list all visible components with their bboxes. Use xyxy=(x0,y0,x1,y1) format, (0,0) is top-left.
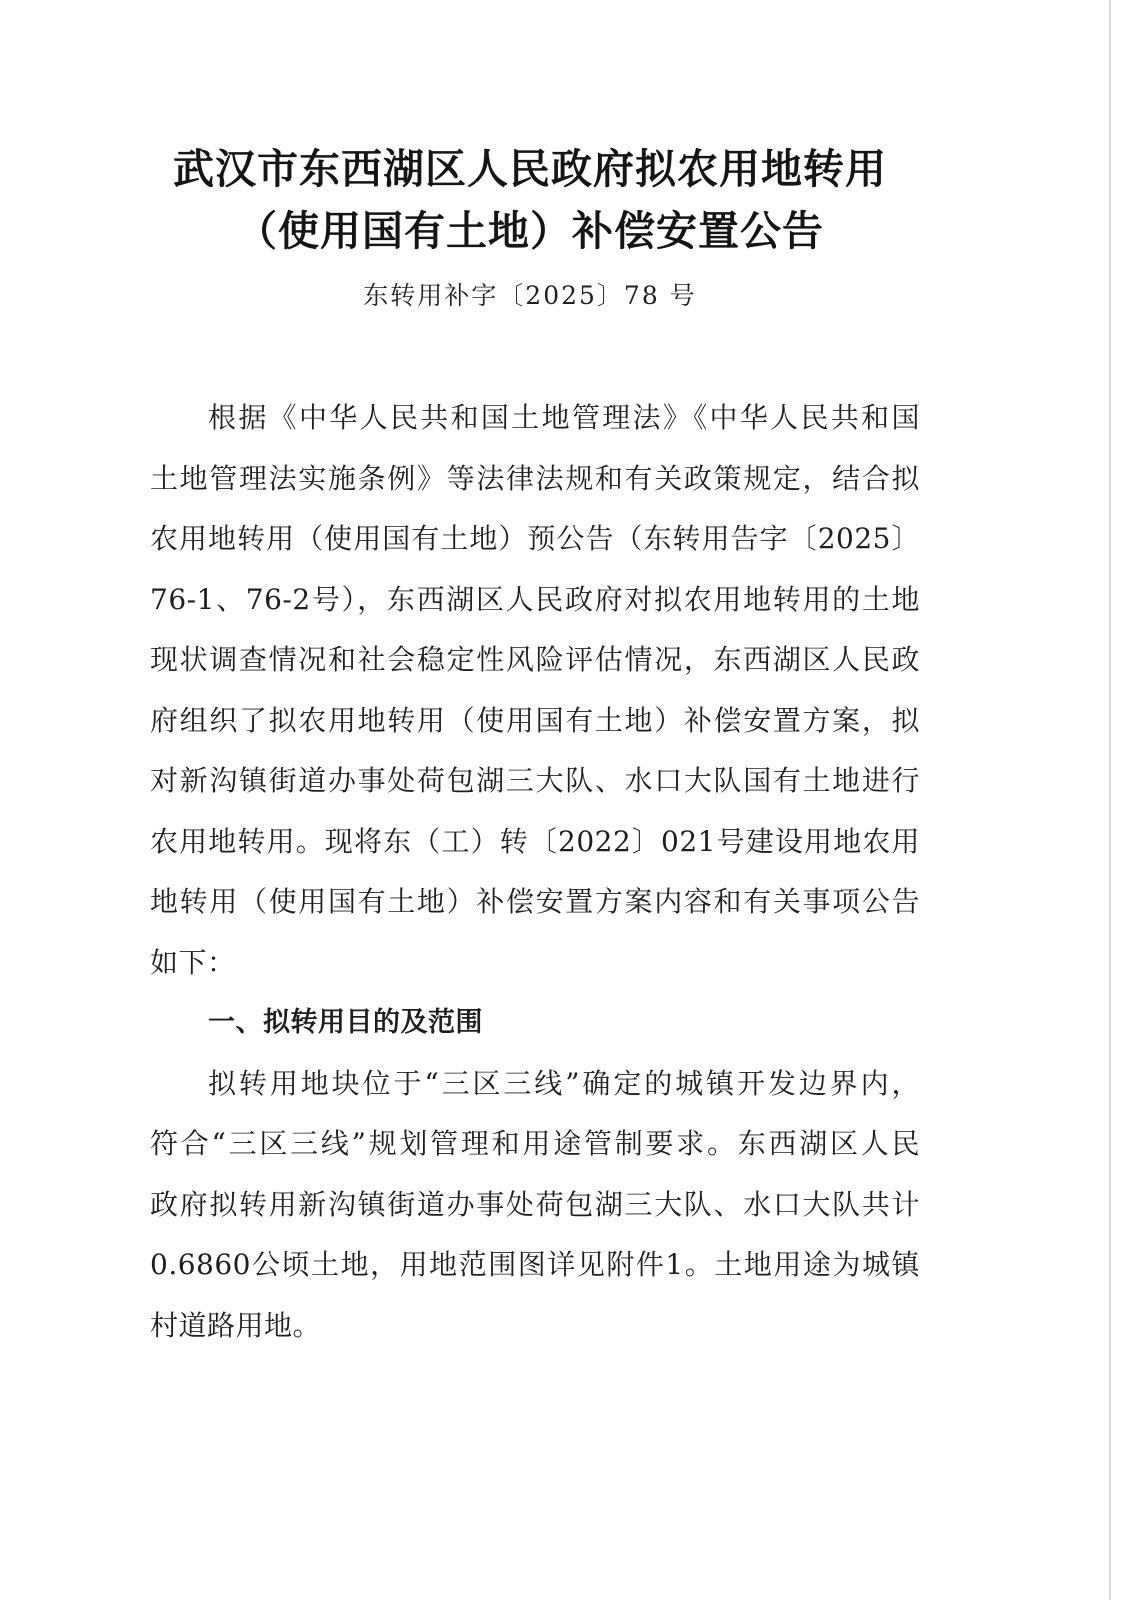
paragraph-1-line: 根据《中华人民共和国土地管理法》《中华人民共和国 xyxy=(208,401,920,434)
paragraph-2-line: 符合“三区三线”规划管理和用途管制要求。东西湖区人民 xyxy=(150,1127,920,1160)
paragraph-1-line: 如下： xyxy=(150,945,236,979)
paragraph-2-line: 拟转用地块位于“三区三线”确定的城镇开发边界内， xyxy=(208,1066,920,1100)
document-title-line-1: 武汉市东西湖区人民政府拟农用地转用 xyxy=(173,145,887,193)
paragraph-1-line: 府组织了拟农用地转用（使用国有土地）补偿安置方案，拟 xyxy=(150,703,920,737)
paragraph-1-line: 对新沟镇街道办事处荷包湖三大队、水口大队国有土地进行 xyxy=(150,764,920,797)
paragraph-1-line: 地转用（使用国有土地）补偿安置方案内容和有关事项公告 xyxy=(150,885,920,918)
paragraph-1-line: 76-1、76-2号），东西湖区人民政府对拟农用地转用的土地 xyxy=(150,582,920,616)
paragraph-1-line: 农用地转用（使用国有土地）预公告（东转用告字〔2025〕 xyxy=(150,522,920,555)
document-body xyxy=(150,388,920,1356)
paragraph-1-line: 农用地转用。现将东（工）转〔2022〕021号建设用地农用 xyxy=(150,824,920,858)
section-1-heading: 一、拟转用目的及范围 xyxy=(208,1007,483,1038)
paragraph-2-line: 村道路用地。 xyxy=(150,1308,322,1342)
document-number: 东转用补字〔2025〕78 号 xyxy=(363,281,697,310)
paragraph-2-line: 政府拟转用新沟镇街道办事处荷包湖三大队、水口大队共计 xyxy=(150,1187,920,1221)
paragraph-1-line: 土地管理法实施条例》等法律法规和有关政策规定，结合拟 xyxy=(150,461,920,495)
paragraph-1-line: 现状调查情况和社会稳定性风险评估情况，东西湖区人民政 xyxy=(150,643,920,676)
paragraph-2-line: 0.6860公顷土地，用地范围图详见附件1。土地用途为城镇 xyxy=(150,1248,920,1281)
document-title-line-2: （使用国有土地）补偿安置公告 xyxy=(236,207,824,255)
